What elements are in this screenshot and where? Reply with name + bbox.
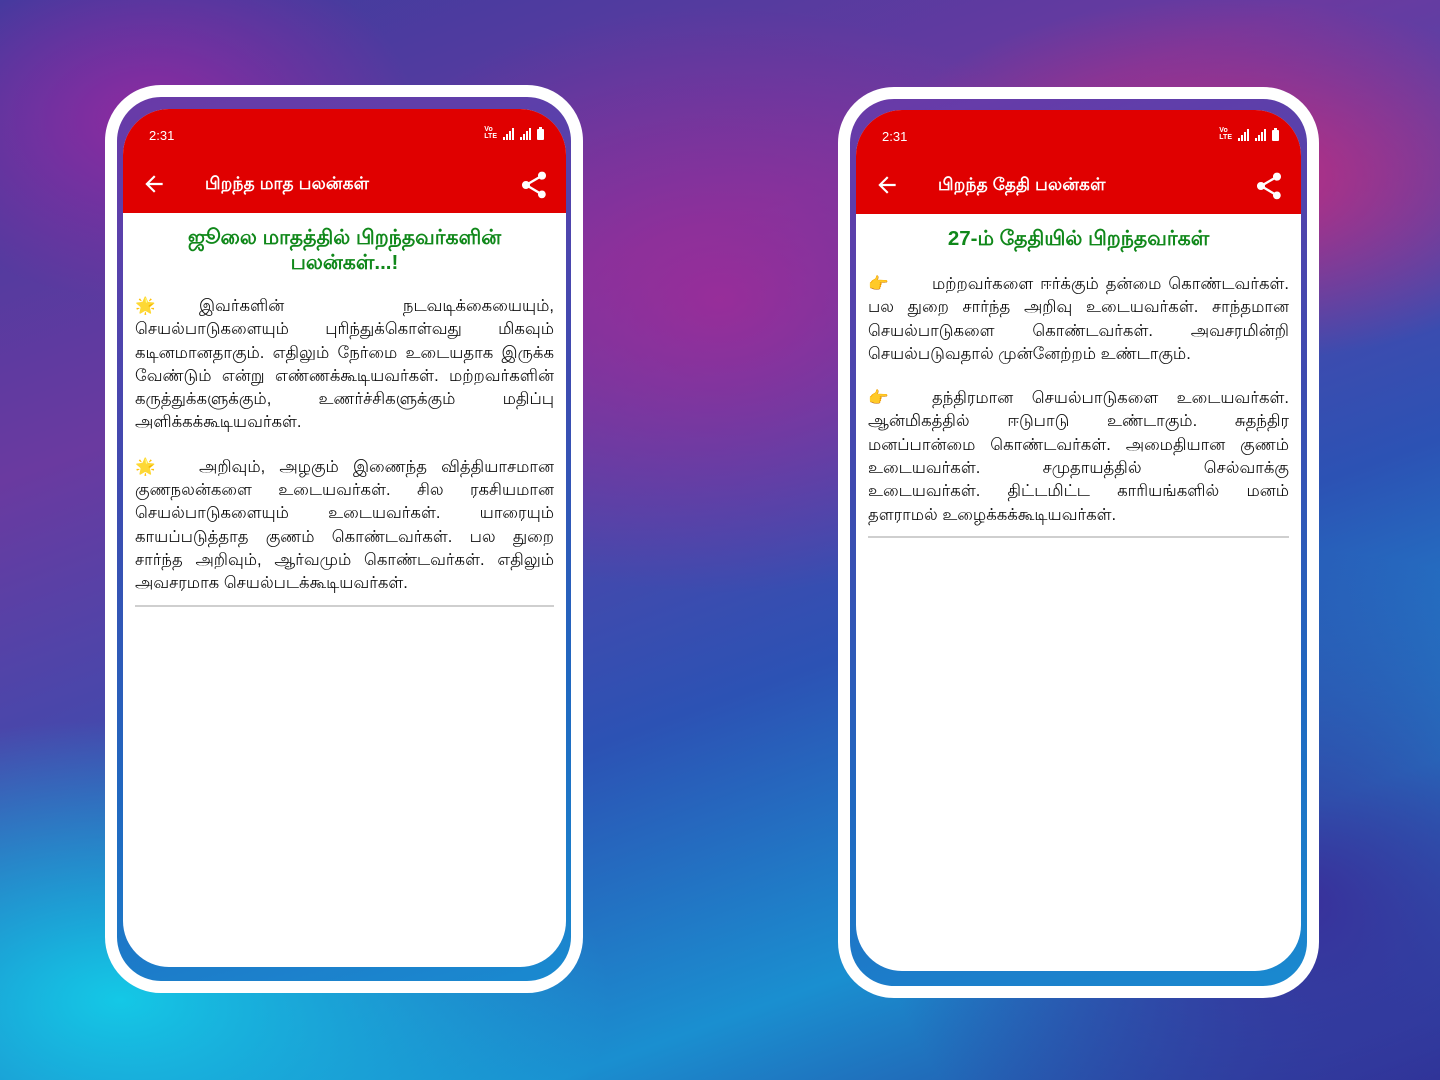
phone-screen-left <box>123 109 566 967</box>
page-title: பிறந்த தேதி பலன்கள் <box>938 175 1106 194</box>
paragraph <box>135 456 554 596</box>
share-icon[interactable] <box>1253 170 1285 202</box>
phone-screen-right <box>856 110 1301 971</box>
pointing-hand-icon: 👉 <box>868 275 889 293</box>
status-icons <box>1219 127 1279 141</box>
article-content <box>123 213 566 607</box>
battery-icon <box>537 129 544 140</box>
app-bar <box>123 157 566 213</box>
paragraph-text: தந்திரமான செயல்பாடுகளை உடையவர்கள். ஆன்மிகத்தில் ஈடுபாடு உண்டாகும். சுதந்திர மனப்பான்மை கொண்டவர்கள். அமைதியான குணம் உடையவர்கள். சமுதாயத்தில் செல்வாக்கு உடையவர்கள். திட்டமிட்ட காரியங்களில் மனம் தளராமல் உழைக்கக்கூடியவர்கள். <box>868 389 1289 524</box>
article-heading: 27-ம் தேதியில் பிறந்தவர்கள் <box>947 227 1210 250</box>
star-icon: 🌟 <box>135 457 156 476</box>
arrow-left-icon[interactable] <box>141 171 167 197</box>
pointing-hand-icon: 👉 <box>868 389 889 408</box>
star-icon: 🌟 <box>135 297 156 315</box>
paragraph-text: மற்றவர்களை ஈர்க்கும் தன்மை கொண்டவர்கள். பல துறை சார்ந்த அறிவு உடையவர்கள். சாந்தமான செயல்பாடுகளை கொண்டவர்கள். அவசரமின்றி செயல்படுவதால் முன்னேற்றம் உண்டாகும். <box>868 275 1289 363</box>
status-bar <box>856 110 1301 158</box>
divider <box>135 605 554 607</box>
signal-icon <box>1238 129 1249 141</box>
signal-icon <box>503 128 514 140</box>
paragraph <box>868 273 1289 366</box>
paragraph-text: இவர்களின் நடவடிக்கையையும், செயல்பாடுகளையும் புரிந்துக்கொள்வது மிகவும் கடினமானதாகும். எதிலும் நேர்மை உடையதாக இருக்க வேண்டும் என்று எண்ணக்கூடியவர்கள். மற்றவர்களின் கருத்துக்களுக்கும், உணர்ச்சிகளுக்கும் மதிப்பு அளிக்கக்கூடியவர்கள். <box>135 297 554 432</box>
status-time: 2:31 <box>882 129 908 144</box>
status-bar <box>123 109 566 157</box>
phone-frame-left <box>105 85 583 993</box>
paragraph <box>868 387 1289 527</box>
paragraph <box>135 295 554 435</box>
arrow-left-icon[interactable] <box>874 172 900 198</box>
volte-icon: Vo LTE <box>484 126 497 140</box>
signal-icon <box>520 128 531 140</box>
status-time: 2:31 <box>149 128 175 143</box>
battery-icon <box>1272 130 1279 141</box>
volte-icon: Vo LTE <box>1219 127 1232 141</box>
app-bar <box>856 158 1301 214</box>
signal-icon <box>1255 129 1266 141</box>
paragraph-text: அறிவும், அழகும் இணைந்த வித்தியாசமான குணநலன்களை உடையவர்கள். சில ரகசியமான செயல்பாடுகளையும் உடையவர்கள். யாரையும் காயப்படுத்தாத குணம் கொண்டவர்கள். பல துறை சார்ந்த அறிவும், ஆர்வமும் கொண்டவர்கள். எதிலும் அவசரமாக செயல்படக்கூடியவர்கள். <box>135 457 554 593</box>
article-content <box>856 214 1301 538</box>
share-icon[interactable] <box>518 169 550 201</box>
article-heading: ஜூலை மாதத்தில் பிறந்தவர்களின் பலன்கள்...! <box>187 226 502 274</box>
page-title: பிறந்த மாத பலன்கள் <box>205 174 370 193</box>
status-icons <box>484 126 544 140</box>
phone-frame-right <box>838 87 1319 998</box>
divider <box>868 536 1289 538</box>
